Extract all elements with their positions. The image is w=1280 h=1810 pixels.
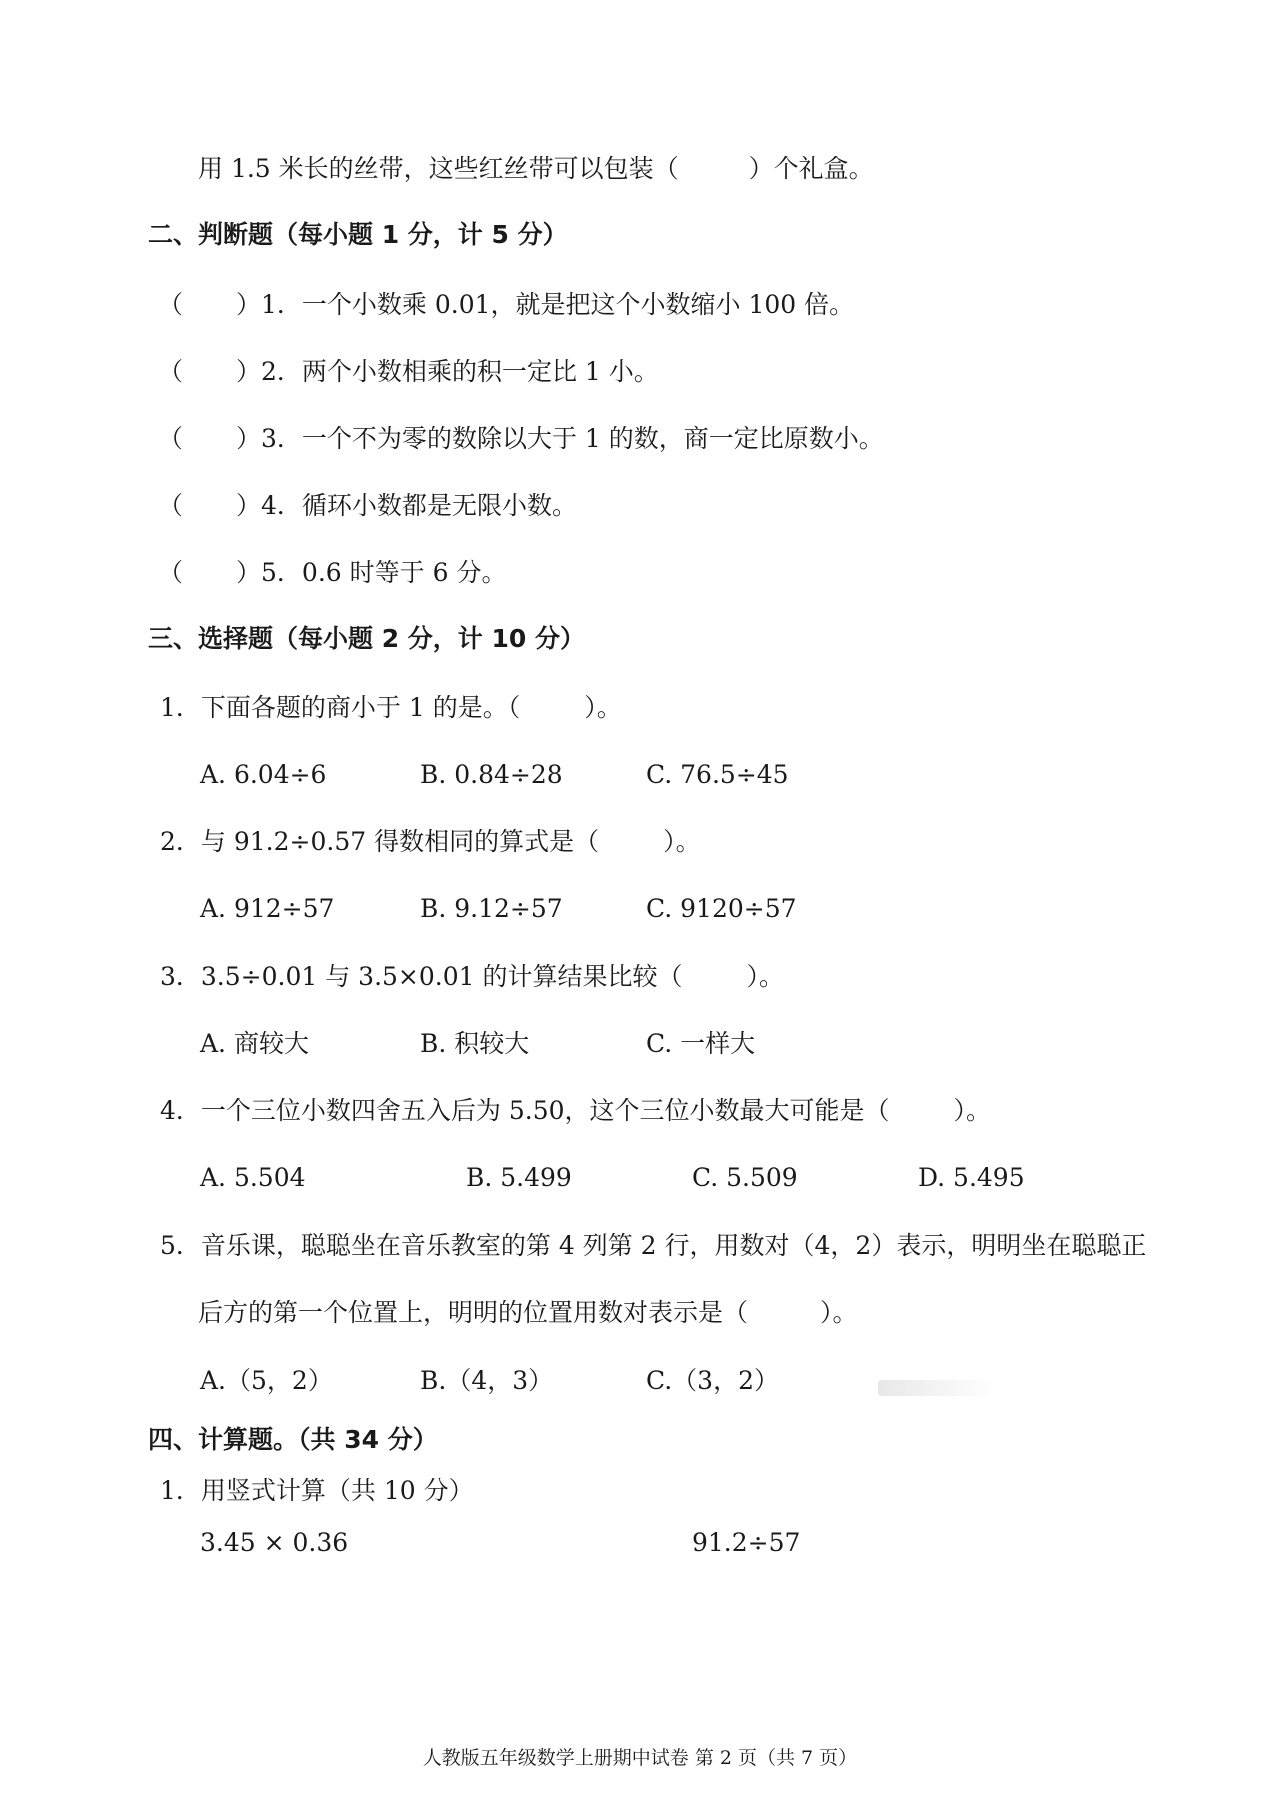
choice-option: B.（4，3） bbox=[420, 1366, 554, 1395]
judgment-text: 4．循环小数都是无限小数。 bbox=[261, 491, 577, 520]
calc-subheading: 1．用竖式计算（共 10 分） bbox=[160, 1476, 474, 1505]
judgment-text: 5．0.6 时等于 6 分。 bbox=[261, 558, 507, 587]
choice-option: A. 912÷57 bbox=[200, 894, 335, 923]
continuation-text-end: ）个礼盒。 bbox=[748, 154, 874, 183]
choice-option: D. 5.495 bbox=[918, 1163, 1025, 1192]
judgment-text: 2．两个小数相乘的积一定比 1 小。 bbox=[261, 357, 659, 386]
paren-open: （ bbox=[158, 357, 184, 386]
judgment-item bbox=[158, 422, 884, 456]
scan-smudge bbox=[878, 1380, 998, 1396]
choice-option: C. 一样大 bbox=[646, 1029, 756, 1058]
section-heading-calculation: 四、计算题。（共 34 分） bbox=[148, 1425, 438, 1454]
calc-expression: 91.2÷57 bbox=[692, 1528, 801, 1557]
choice-question-stem: 1．下面各题的商小于 1 的是。（ ）。 bbox=[160, 693, 622, 722]
paren-close: ） bbox=[236, 357, 262, 386]
paren-open: （ bbox=[158, 558, 184, 587]
choice-option: B. 5.499 bbox=[466, 1163, 572, 1192]
paren-open: （ bbox=[158, 424, 184, 453]
choice-option: C. 76.5÷45 bbox=[646, 760, 789, 789]
choice-question-stem: 5．音乐课，聪聪坐在音乐教室的第 4 列第 2 行，用数对（4，2）表示，明明坐在聪聪正 bbox=[160, 1231, 1147, 1260]
continuation-text: 用 1.5 米长的丝带，这些红丝带可以包装（ bbox=[198, 154, 679, 183]
choice-option: B. 9.12÷57 bbox=[420, 894, 563, 923]
paren-close: ） bbox=[236, 290, 262, 319]
choice-question-stem: 4．一个三位小数四舍五入后为 5.50，这个三位小数最大可能是（ ）。 bbox=[160, 1096, 992, 1125]
judgment-text: 3．一个不为零的数除以大于 1 的数，商一定比原数小。 bbox=[261, 424, 884, 453]
choice-option: C. 9120÷57 bbox=[646, 894, 797, 923]
page-footer: 人教版五年级数学上册期中试卷 第 2 页（共 7 页） bbox=[422, 1747, 858, 1769]
section-heading-judgment: 二、判断题（每小题 1 分，计 5 分） bbox=[148, 220, 568, 249]
section-heading-choice: 三、选择题（每小题 2 分，计 10 分） bbox=[148, 624, 586, 653]
paren-close: ） bbox=[236, 558, 262, 587]
paren-open: （ bbox=[158, 491, 184, 520]
choice-option: A. 6.04÷6 bbox=[200, 760, 327, 789]
choice-question-stem-cont: 后方的第一个位置上，明明的位置用数对表示是（ ）。 bbox=[198, 1298, 858, 1327]
choice-option: C. 5.509 bbox=[692, 1163, 798, 1192]
choice-option: B. 积较大 bbox=[420, 1029, 530, 1058]
judgment-text: 1．一个小数乘 0.01，就是把这个小数缩小 100 倍。 bbox=[261, 290, 855, 319]
choice-option: A. 商较大 bbox=[200, 1029, 309, 1058]
judgment-item bbox=[158, 288, 854, 322]
judgment-item bbox=[158, 489, 577, 523]
choice-question-stem: 3．3.5÷0.01 与 3.5×0.01 的计算结果比较（ ）。 bbox=[160, 962, 785, 991]
choice-question-stem: 2．与 91.2÷0.57 得数相同的算式是（ ）。 bbox=[160, 827, 701, 856]
choice-option: C.（3，2） bbox=[646, 1366, 779, 1395]
paren-close: ） bbox=[236, 424, 262, 453]
choice-option: A. 5.504 bbox=[200, 1163, 306, 1192]
calc-expression: 3.45 × 0.36 bbox=[200, 1528, 349, 1557]
paren-open: （ bbox=[158, 290, 184, 319]
judgment-item bbox=[158, 556, 506, 590]
continuation-line bbox=[198, 152, 874, 186]
choice-option: B. 0.84÷28 bbox=[420, 760, 563, 789]
judgment-item bbox=[158, 355, 659, 389]
choice-option: A.（5，2） bbox=[200, 1366, 333, 1395]
paren-close: ） bbox=[236, 491, 262, 520]
